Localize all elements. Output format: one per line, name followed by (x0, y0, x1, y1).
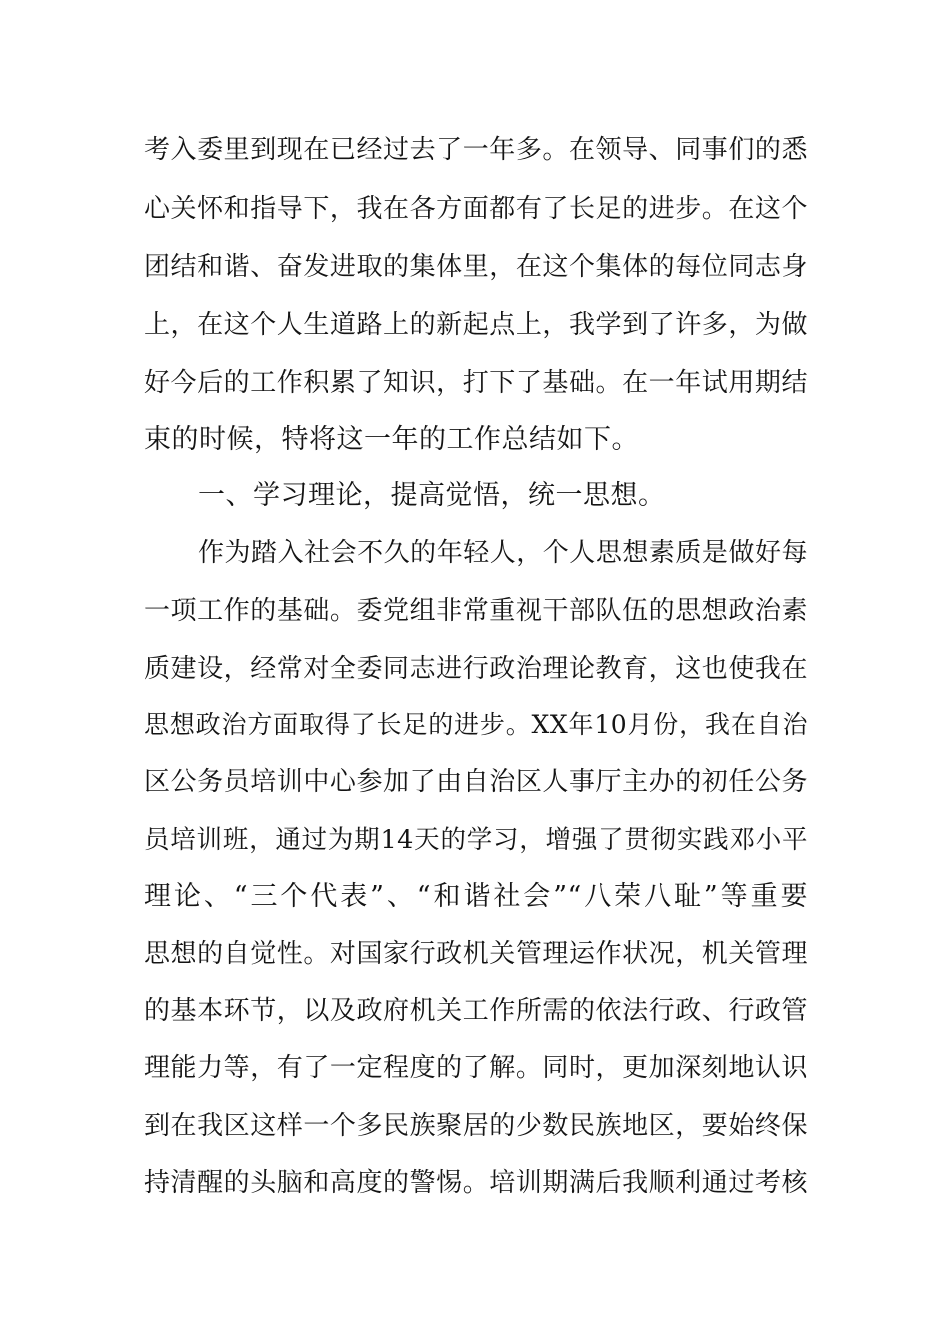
text-line: 作为踏入社会不久的年轻人，个人思想素质是做好每 (198, 538, 808, 568)
text-line: 团结和谐、奋发进取的集体里，在这个集体的每位同志身 (144, 252, 808, 282)
text-line: 持清醒的头脑和高度的警惕。培训期满后我顺利通过考核 (144, 1168, 808, 1198)
text-line: 心关怀和指导下，我在各方面都有了长足的进步。在这个 (144, 194, 808, 224)
text-line: 一项工作的基础。委党组非常重视干部队伍的思想政治素 (144, 596, 808, 626)
text-line: 思想政治方面取得了长足的进步。XX年10月份，我在自治 (144, 710, 808, 739)
text-line: 考入委里到现在已经过去了一年多。在领导、同事们的悉 (144, 135, 808, 165)
text-line: 上，在这个人生道路上的新起点上，我学到了许多，为做 (144, 310, 808, 340)
text-line: 员培训班，通过为期14天的学习，增强了贯彻实践邓小平 (144, 825, 808, 855)
text-line: 理能力等，有了一定程度的了解。同时，更加深刻地认识 (144, 1053, 808, 1083)
text-line: 思想的自觉性。对国家行政机关管理运作状况，机关管理 (144, 939, 808, 969)
text-line: 到在我区这样一个多民族聚居的少数民族地区，要始终保 (144, 1111, 808, 1141)
section-heading: 一、学习理论，提高觉悟，统一思想。 (198, 480, 666, 511)
text-line: 好今后的工作积累了知识，打下了基础。在一年试用期结 (144, 368, 808, 398)
text-line: 束的时候，特将这一年的工作总结如下。 (144, 424, 639, 455)
text-line: 区公务员培训中心参加了由自治区人事厅主办的初任公务 (144, 767, 808, 797)
text-line: 理论、“三个代表”、“和谐社会”“八荣八耻”等重要 (144, 881, 808, 912)
text-line: 质建设，经常对全委同志进行政治理论教育，这也使我在 (144, 654, 808, 684)
text-line: 的基本环节，以及政府机关工作所需的依法行政、行政管 (144, 996, 808, 1026)
